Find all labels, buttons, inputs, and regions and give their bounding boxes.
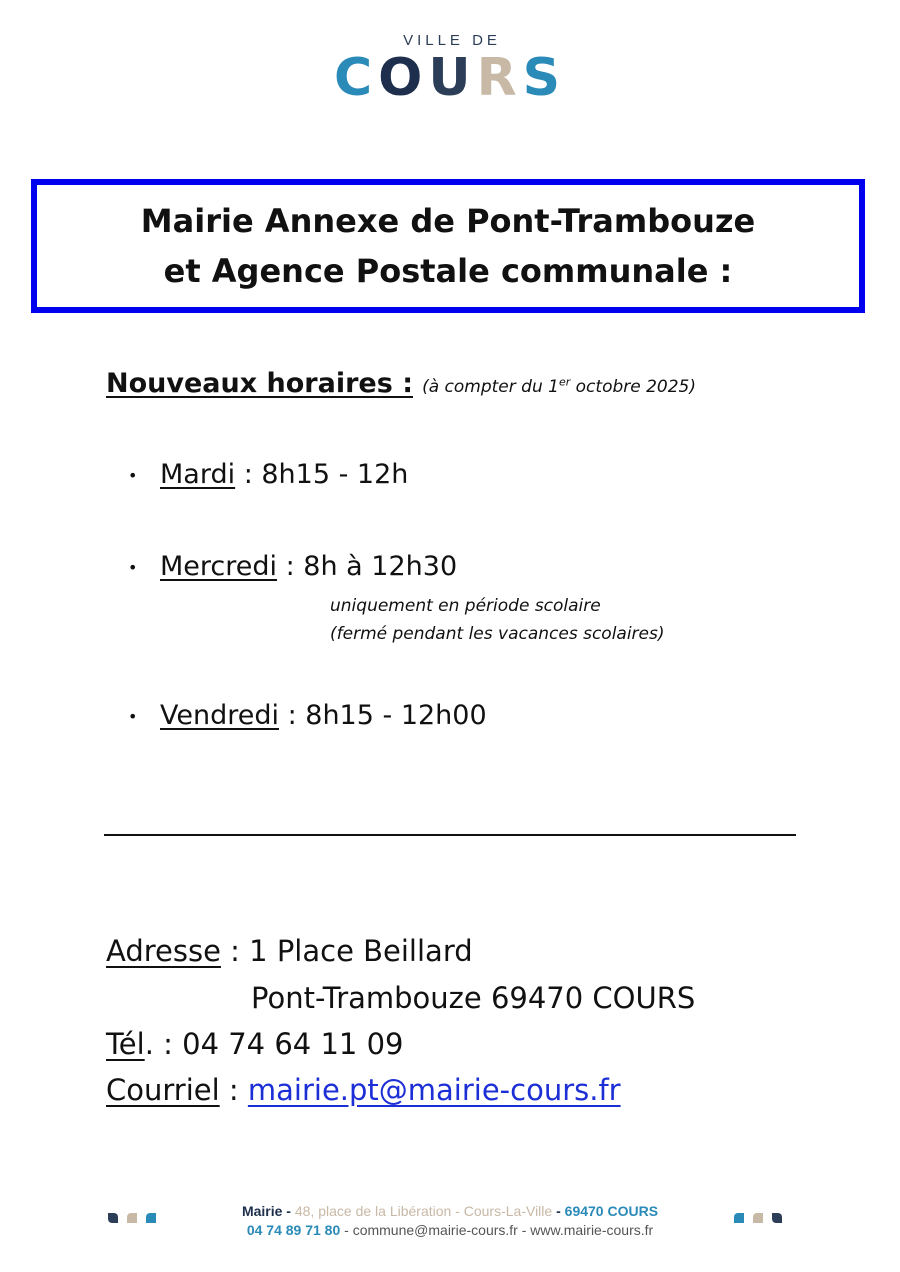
mercredi-note-2: (fermé pendant les vacances scolaires) xyxy=(330,624,665,644)
date-note-end: octobre 2025) xyxy=(570,377,697,397)
footer-postal: 69470 COURS xyxy=(564,1203,659,1219)
day-name: Mercredi xyxy=(160,551,278,582)
footer-mairie: Mairie xyxy=(241,1203,283,1219)
email-separator: : xyxy=(219,1073,248,1107)
contact-address xyxy=(106,934,473,968)
phone-label: Tél xyxy=(106,1027,145,1061)
footer-phone: 04 74 89 71 80 xyxy=(246,1222,341,1238)
hours-title: Nouveaux horaires : xyxy=(106,368,413,399)
address-label: Adresse xyxy=(106,934,221,968)
footer-sep: - xyxy=(282,1203,295,1219)
logo-subtitle: VILLE DE xyxy=(403,32,501,49)
logo-letter: O xyxy=(378,48,429,108)
title-line-1: Mairie Annexe de Pont-Trambouze xyxy=(140,202,756,240)
email-label: Courriel xyxy=(106,1073,220,1107)
footer-sep: - xyxy=(552,1203,565,1219)
footer-address: 48, place de la Libération - Cours-La-Ville xyxy=(294,1203,553,1219)
day-hours: : 8h à 12h30 xyxy=(277,551,458,582)
date-note-sup: er xyxy=(558,375,571,389)
day-hours: : 8h15 - 12h xyxy=(235,459,409,490)
footer-contacts: - commune@mairie-cours.fr - www.mairie-cours.fr xyxy=(340,1222,654,1238)
section-divider xyxy=(104,834,796,836)
contact-phone xyxy=(106,1027,404,1061)
title-line-2: et Agence Postale communale : xyxy=(163,252,733,290)
hours-effective-date xyxy=(422,377,696,397)
contact-email xyxy=(106,1073,621,1107)
day-name: Mardi xyxy=(160,459,236,490)
hours-item-mardi xyxy=(128,459,408,490)
address-line-1: : 1 Place Beillard xyxy=(220,934,473,968)
bullet-icon: • xyxy=(128,707,138,726)
footer-line-2 xyxy=(0,1221,900,1240)
title-box xyxy=(31,179,865,313)
day-name: Vendredi xyxy=(160,700,279,731)
footer xyxy=(0,1202,900,1240)
logo-letter: U xyxy=(428,48,477,108)
email-link[interactable]: mairie.pt@mairie-cours.fr xyxy=(247,1073,621,1107)
hours-item-mercredi xyxy=(128,551,457,582)
logo-letter: S xyxy=(522,48,567,108)
bullet-icon: • xyxy=(128,558,138,577)
hours-heading xyxy=(106,368,696,399)
logo-letter: R xyxy=(476,48,523,108)
mercredi-note-1: uniquement en période scolaire xyxy=(330,596,601,616)
logo-letter: C xyxy=(333,48,379,108)
address-line-2: Pont-Trambouze 69470 COURS xyxy=(251,981,696,1015)
phone-value: . : 04 74 64 11 09 xyxy=(144,1027,404,1061)
logo-wordmark xyxy=(0,48,900,108)
footer-line-1 xyxy=(0,1202,900,1221)
date-note-start: (à compter du 1 xyxy=(422,377,559,397)
bullet-icon: • xyxy=(128,466,138,485)
hours-item-vendredi xyxy=(128,700,487,731)
city-logo xyxy=(0,32,900,108)
day-hours: : 8h15 - 12h00 xyxy=(279,700,487,731)
